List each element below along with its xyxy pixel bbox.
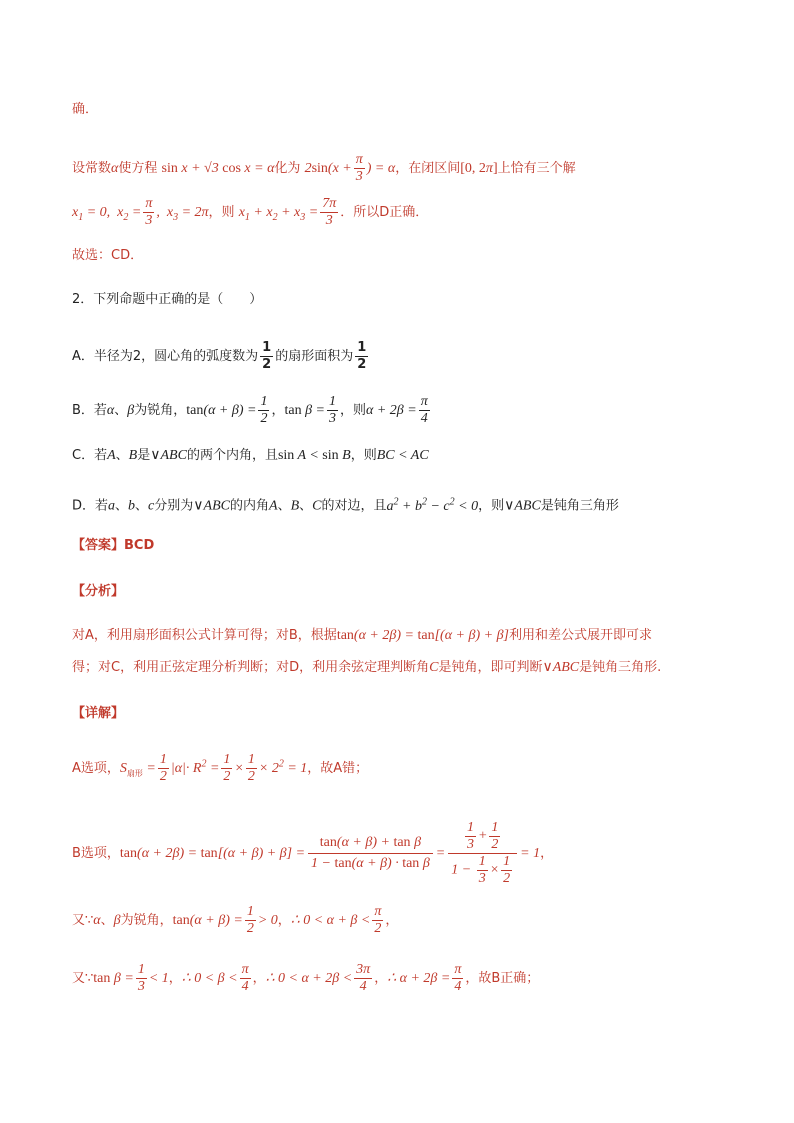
text: 又∵ <box>72 913 94 928</box>
text: 对A，利用扇形面积公式计算可得；对B，根据 <box>72 628 337 643</box>
text: 是钝角，即可判断 <box>438 660 543 675</box>
fraction: $\frac{\pi}{3}$ <box>355 152 363 184</box>
text: 上恰有三个解 <box>497 161 576 176</box>
fraction: $\frac{\pi}{2}$ <box>374 904 382 936</box>
question-2 <box>72 290 262 310</box>
fraction: $\frac{1}{2}$ <box>246 904 254 936</box>
text: 分别为 <box>154 498 194 514</box>
text: D．若 <box>72 498 109 514</box>
option-c: C．若A、B是∨ABC的两个内角，且sin A < sin B，则BC < AC <box>72 448 429 463</box>
answer-label: 【答案】BCD <box>72 538 155 553</box>
fraction: $\frac{\text{tan(α + β) + tan β}}{\text{1 − tan(α + β) · tan β}}$ <box>308 833 433 874</box>
text: A．半径为2，圆心角的弧度数为 <box>72 349 259 364</box>
analysis-line-2: 得；对C，利用正弦定理分析判断；对D，利用余弦定理判断角C是钝角，即可判断∨ABC是钝角三角形. <box>72 660 662 675</box>
fraction: $\frac{1}{3}$ <box>137 962 145 994</box>
option-a <box>72 340 370 373</box>
text: C．若 <box>72 448 108 463</box>
fraction: $\frac{1}{2}$ <box>159 752 167 784</box>
fraction: $\frac{\pi}{4}$ <box>241 962 249 994</box>
text: 的对边，且 <box>321 498 387 514</box>
text: ，则 <box>350 448 377 463</box>
text: 的两个内角，且 <box>186 448 278 463</box>
analysis-label: 【分析】 <box>72 584 125 599</box>
option-b: B．若α、β为锐角，tan(α + β) = $\frac{1}{2}$ ，tan β = $\frac{1}{3}$ ，则α + 2β = $\frac{\pi}{4}$ <box>72 394 428 426</box>
text: 设常数 <box>72 161 112 176</box>
answer-line <box>72 536 154 556</box>
text: 又∵ <box>72 971 94 986</box>
fraction: $\frac{3\pi}{4}$ <box>356 962 371 994</box>
line-4 <box>72 246 143 266</box>
text: ，则 <box>478 498 505 514</box>
text: A选项， <box>72 761 120 776</box>
fraction: $\frac{1}{2}$ <box>223 752 231 784</box>
analysis-line-1: 对A，利用扇形面积公式计算可得；对B，根据tan(α + 2β) = tan[(α + β) + β]利用和差公式展开即可求 <box>72 628 653 643</box>
text: 是钝角三角形. <box>579 660 662 675</box>
detail-heading <box>72 704 124 724</box>
fraction: $\frac{1}{3}$ <box>329 394 336 426</box>
fraction: $\frac{\pi}{3}$ <box>145 196 153 228</box>
option-d: D．若a、b、c分别为∨ABC的内角A、B、C的对边，且$a^2 + b^2 - c^2 < 0$，则∨ABC是钝角三角形 <box>72 496 619 514</box>
line-2: 设常数α使方程 sin x + √3 cos x = α化为 2sin(x + $\frac{\pi}{3}$ ) = α，在闭区间[0, 2π]上恰有三个解 <box>72 152 576 184</box>
subscript: 扇形 <box>126 768 143 778</box>
analysis-heading <box>72 582 124 602</box>
text: ，在闭区间 <box>395 161 461 176</box>
text: 2．下列命题中正确的是（ ） <box>72 292 263 307</box>
fraction: $\frac{1}{2}$ <box>262 340 272 372</box>
fraction: $\frac{7\pi}{3}$ <box>322 196 337 228</box>
text: 使方程 <box>118 161 158 176</box>
text: B．若 <box>72 403 107 418</box>
text: 的内角 <box>229 498 269 514</box>
detail-c: 又∵α、β为锐角，tan(α + β) = $\frac{1}{2}$ > 0，∴ 0 < α + β < $\frac{\pi}{2}$ ， <box>72 904 399 936</box>
detail-b: B选项，tan(α + 2β) = tan[(α + β) + β] = $\frac{\text{tan(α + β) + tan β}}{\text{1 − tan(α + β) · tan β}}$ = $\frac{1}{3}$ + $\frac{1}{2}$ 1 − $\frac{1}{3}$ × $\frac{1}{2}$ = 1， <box>72 820 554 886</box>
text: ，故B正确； <box>465 971 540 986</box>
fraction: $\frac{1}{3}$ + $\frac{1}{2}$ 1 − $\frac{1}{3}$ × $\frac{1}{2}$ <box>448 820 517 887</box>
line-1 <box>72 100 98 120</box>
line-3: $x_1 = 0$, $x_2$ = $\frac{\pi}{3}$ , $x_3 = 2\pi$，则 $x_1 + x_2 + x_3$ = $\frac{7\pi}{3}$ ．所以D正确． <box>72 196 429 228</box>
text: 故选：CD． <box>72 248 144 263</box>
detail-a: A选项，$S_{扇形}$ = $\frac{1}{2}$ $|\alpha|\cdot R^2$ = $\frac{1}{2}$ × $\frac{1}{2}$ × $2^2 = 1$，故A错； <box>72 752 369 784</box>
text: ，则 <box>340 403 367 418</box>
text: 为锐角， <box>120 913 173 928</box>
fraction: $\frac{1}{2}$ <box>357 340 367 372</box>
fraction: $\frac{1}{2}$ <box>260 394 268 426</box>
text: 的扇形面积为 <box>275 349 354 364</box>
text: ．所以D正确． <box>340 205 429 220</box>
text: ，故A错； <box>307 761 369 776</box>
text: 确． <box>72 102 99 117</box>
fraction: $\frac{\pi}{4}$ <box>454 962 462 994</box>
text: B选项， <box>72 846 120 861</box>
fraction: $\frac{\pi}{4}$ <box>420 394 428 426</box>
detail-d: 又∵tan β = $\frac{1}{3}$ < 1，∴ 0 < β < $\frac{\pi}{4}$ ，∴ 0 < α + 2β < $\frac{3\pi}{4}$ ，∴ α + 2β = $\frac{\pi}{4}$ ，故B正确； <box>72 962 540 994</box>
text: 化为 <box>274 161 301 176</box>
text: 是 <box>137 448 151 463</box>
text: 得；对C，利用正弦定理分析判断；对D，利用余弦定理判断角 <box>72 660 430 675</box>
text: 是钝角三角形 <box>540 498 619 514</box>
text: 为锐角， <box>134 403 187 418</box>
detail-label: 【详解】 <box>72 706 125 721</box>
fraction: $\frac{1}{2}$ <box>247 752 255 784</box>
text: 利用和差公式展开即可求 <box>509 628 653 643</box>
